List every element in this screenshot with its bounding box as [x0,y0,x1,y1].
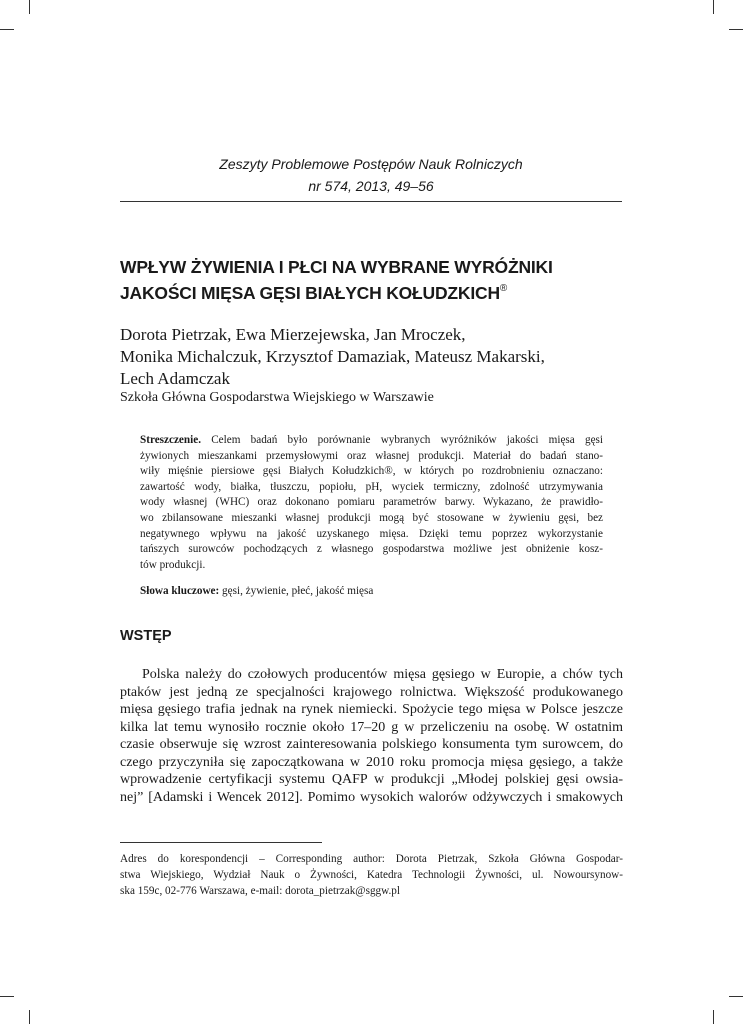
crop-mark [729,29,743,30]
abstract-label: Streszczenie. [140,434,201,446]
paragraph-line: mięsa gęsiego trafia jednak na rynek niemiecki. Spożycie tego mięsa w Polsce jeszcze [120,702,623,717]
abstract-line: Streszczenie. Celem badań było porównanie wybranych wyróżników jakości mięsa gęsi [140,434,603,446]
abstract-line: tańszych surowców pochodzących z własnego gospodarstwa możliwe jest obniżenie kosz- [140,543,603,556]
footnote-line: stwa Wiejskiego, Wydział Nauk o Żywności, Katedra Technologii Żywności, ul. Nowoursynow- [120,869,623,881]
authors [120,324,640,390]
crop-mark [713,0,714,14]
abstract-line: wo zbilansowane mieszanki własnej produkcji mogą być stosowane w żywieniu gęsi, bez [140,511,603,524]
crop-mark [29,0,30,14]
journal-name: Zeszyty Problemowe Postępów Nauk Rolniczych [219,156,523,172]
keywords [140,584,373,599]
affiliation: Szkoła Główna Gospodarstwa Wiejskiego w Warszawie [120,390,434,405]
crop-mark [29,1010,30,1024]
footnote-line: ska 159c, 02-776 Warszawa, e-mail: dorota_pietrzak@sggw.pl [120,885,400,897]
authors-line-1: Dorota Pietrzak, Ewa Mierzejewska, Jan Mroczek, [120,325,466,344]
paragraph-line: wprowadzenie certyfikacji systemu QAFP w produkcji „Młodej polskiej gęsi owsia- [120,772,623,787]
abstract [140,433,603,573]
paragraph-line: nej” [Adamski i Wencek 2012]. Pomimo wysokich walorów odżywczych i smakowych [120,789,623,805]
abstract-line: wiły mięśnie piersiowe gęsi Białych Kołudzkich®, w których po rozdrobnieniu oznaczano: [140,465,603,478]
paragraph-line: czego przyczyniła się zapoczątkowana w 2010 roku promocja mięsa gęsiego, a także [120,754,623,770]
authors-line-2: Monika Michalczuk, Krzysztof Damaziak, Mateusz Makarski, [120,347,545,366]
registered-mark: ® [499,283,508,294]
keywords-label: Słowa kluczowe: [140,585,220,597]
section-heading: WSTĘP [120,628,172,644]
article-title [120,256,640,304]
intro-paragraph [120,666,623,806]
header-rule [120,201,622,202]
footnote-line: Adres do korespondencji – Corresponding author: Dorota Pietrzak, Szkoła Główna Gospodar- [120,853,623,865]
title-line-1: WPŁYW ŻYWIENIA I PŁCI NA WYBRANE WYRÓŻNIKI [120,257,553,277]
paragraph-line: kilka lat temu wynosiło rocznie około 17–20 g w przeliczeniu na osobę. W ostatnim [120,719,623,735]
abstract-line: zawartość wody, białka, tłuszczu, popiołu, pH, wyciek termiczny, zdolność utrzymywania [140,480,603,493]
footnote-rule [120,842,322,843]
authors-line-3: Lech Adamczak [120,369,230,388]
footnote [120,851,623,899]
title-line-2: JAKOŚCI MIĘSA GĘSI BIAŁYCH KOŁUDZKICH® [120,283,508,303]
crop-mark [713,1010,714,1024]
abstract-line: tów produkcji. [140,558,206,571]
keywords-text: gęsi, żywienie, płeć, jakość mięsa [219,585,374,597]
crop-mark [729,996,743,997]
paragraph-line: ptaków jest jedną ze specjalności krajowego rolnictwa. Większość produkowanego [120,684,623,700]
paragraph-line: Polska należy do czołowych producentów mięsa gęsiego w Europie, a chów tych [142,667,623,682]
abstract-line: wody własnej (WHC) oraz dokonano pomiaru parametrów barwy. Wykazano, że prawidło- [140,496,603,509]
abstract-line: negatywnego wpływu na jakość uzyskanego mięsa. Dzięki temu poprzez wykorzystanie [140,527,603,540]
crop-mark [0,29,14,30]
abstract-line: żywionych mieszankami przemysłowymi oraz własnej produkcji. Materiał do badań stano- [140,449,603,462]
journal-issue: nr 574, 2013, 49–56 [308,178,434,194]
crop-mark [0,996,14,997]
paragraph-line: czasie obserwuje się wzrost zainteresowania polskiego konsumenta tym surowcem, do [120,737,623,752]
